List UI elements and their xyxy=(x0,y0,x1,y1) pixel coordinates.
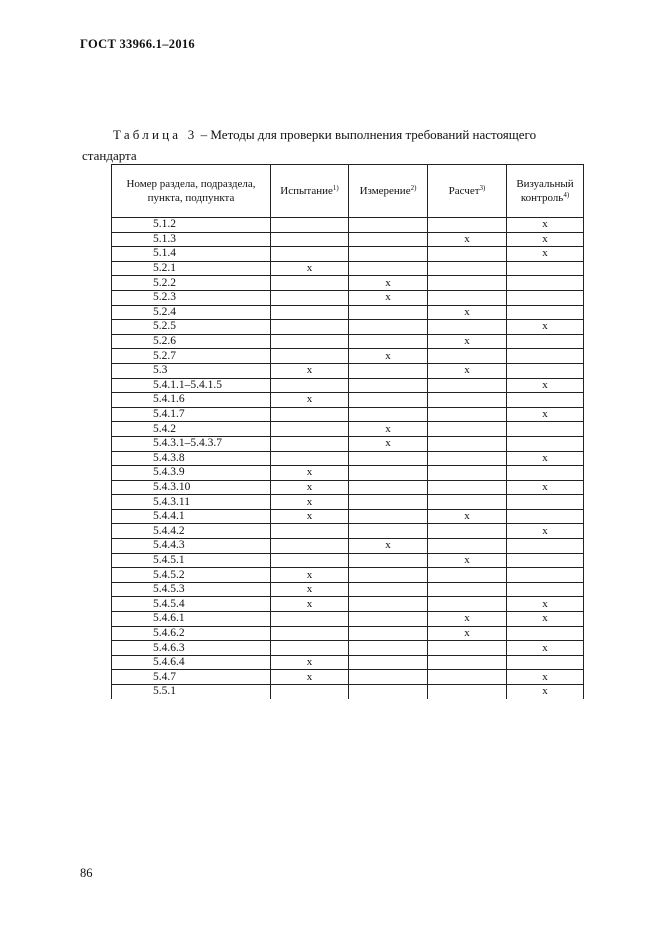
cell-measure-mark xyxy=(349,305,428,320)
cell-section: 5.4.5.1 xyxy=(112,553,271,568)
table-row xyxy=(112,626,584,641)
cell-visual-mark xyxy=(507,349,584,364)
cell-calc-mark xyxy=(428,539,507,554)
cell-measure-mark: x xyxy=(349,436,428,451)
cell-visual-mark: x xyxy=(507,407,584,422)
table-row xyxy=(112,480,584,495)
cell-section: 5.1.2 xyxy=(112,218,271,233)
cell-test-mark: x xyxy=(271,568,349,583)
cell-section: 5.4.3.11 xyxy=(112,495,271,510)
cell-visual-mark: x xyxy=(507,685,584,699)
cell-visual-mark: x xyxy=(507,378,584,393)
table-row xyxy=(112,466,584,481)
cell-test-mark xyxy=(271,232,349,247)
cell-test-mark xyxy=(271,626,349,641)
cell-section: 5.4.6.1 xyxy=(112,612,271,627)
table-row xyxy=(112,524,584,539)
cell-measure-mark xyxy=(349,466,428,481)
table-row xyxy=(112,305,584,320)
cell-measure-mark: x xyxy=(349,539,428,554)
cell-calc-mark xyxy=(428,436,507,451)
cell-measure-mark xyxy=(349,451,428,466)
cell-section: 5.2.3 xyxy=(112,290,271,305)
cell-section: 5.4.1.1–5.4.1.5 xyxy=(112,378,271,393)
cell-calc-mark: x xyxy=(428,612,507,627)
cell-section: 5.4.3.9 xyxy=(112,466,271,481)
cell-test-mark xyxy=(271,247,349,262)
table-row xyxy=(112,495,584,510)
cell-calc-mark: x xyxy=(428,232,507,247)
table-row xyxy=(112,218,584,233)
cell-calc-mark xyxy=(428,466,507,481)
table-row xyxy=(112,568,584,583)
cell-calc-mark xyxy=(428,422,507,437)
cell-calc-mark xyxy=(428,582,507,597)
cell-section: 5.4.5.4 xyxy=(112,597,271,612)
document-code: ГОСТ 33966.1–2016 xyxy=(80,37,195,51)
cell-visual-mark xyxy=(507,393,584,408)
cell-visual-mark xyxy=(507,334,584,349)
cell-visual-mark xyxy=(507,436,584,451)
cell-test-mark xyxy=(271,218,349,233)
cell-measure-mark xyxy=(349,568,428,583)
cell-test-mark: x xyxy=(271,597,349,612)
cell-test-mark xyxy=(271,612,349,627)
cell-test-mark xyxy=(271,685,349,699)
cell-calc-mark xyxy=(428,407,507,422)
table-row xyxy=(112,436,584,451)
cell-section: 5.4.1.6 xyxy=(112,393,271,408)
table-caption-continued: стандарта xyxy=(82,148,137,163)
header-section: Номер раздела, подраздела, пункта, подпункта xyxy=(112,165,271,218)
cell-section: 5.2.2 xyxy=(112,276,271,291)
cell-measure-mark: x xyxy=(349,349,428,364)
cell-visual-mark: x xyxy=(507,670,584,685)
cell-measure-mark xyxy=(349,334,428,349)
table-row xyxy=(112,685,584,699)
table-row xyxy=(112,612,584,627)
cell-measure-mark xyxy=(349,218,428,233)
cell-measure-mark xyxy=(349,641,428,656)
header-test: Испытание$^{1)}$ xyxy=(271,165,349,218)
cell-calc-mark xyxy=(428,670,507,685)
cell-section: 5.4.4.1 xyxy=(112,509,271,524)
cell-measure-mark xyxy=(349,582,428,597)
cell-section: 5.4.6.3 xyxy=(112,641,271,656)
cell-measure-mark xyxy=(349,407,428,422)
cell-visual-mark xyxy=(507,466,584,481)
cell-calc-mark xyxy=(428,393,507,408)
cell-calc-mark xyxy=(428,641,507,656)
cell-measure-mark xyxy=(349,320,428,335)
cell-calc-mark xyxy=(428,524,507,539)
cell-test-mark xyxy=(271,334,349,349)
table-row xyxy=(112,349,584,364)
table-row xyxy=(112,655,584,670)
cell-calc-mark xyxy=(428,378,507,393)
table-row xyxy=(112,320,584,335)
cell-calc-mark: x xyxy=(428,334,507,349)
cell-section: 5.2.4 xyxy=(112,305,271,320)
cell-visual-mark: x xyxy=(507,480,584,495)
cell-section: 5.4.5.3 xyxy=(112,582,271,597)
cell-measure-mark: x xyxy=(349,290,428,305)
cell-visual-mark xyxy=(507,509,584,524)
cell-section: 5.4.3.8 xyxy=(112,451,271,466)
cell-calc-mark: x xyxy=(428,553,507,568)
cell-calc-mark: x xyxy=(428,626,507,641)
cell-measure-mark xyxy=(349,495,428,510)
cell-visual-mark xyxy=(507,305,584,320)
table-row xyxy=(112,422,584,437)
cell-visual-mark: x xyxy=(507,612,584,627)
table-row xyxy=(112,670,584,685)
cell-test-mark: x xyxy=(271,655,349,670)
cell-test-mark xyxy=(271,407,349,422)
cell-visual-mark xyxy=(507,261,584,276)
table-row xyxy=(112,261,584,276)
table-row xyxy=(112,641,584,656)
cell-calc-mark xyxy=(428,247,507,262)
cell-section: 5.2.6 xyxy=(112,334,271,349)
cell-measure-mark xyxy=(349,232,428,247)
header-calc: Расчет$^{3)}$ xyxy=(428,165,507,218)
table-row xyxy=(112,539,584,554)
cell-visual-mark: x xyxy=(507,232,584,247)
cell-section: 5.5.1 xyxy=(112,685,271,699)
cell-calc-mark xyxy=(428,495,507,510)
table-body xyxy=(112,218,584,699)
cell-calc-mark xyxy=(428,655,507,670)
table-caption-text: – Методы для проверки выполнения требований настоящего xyxy=(197,127,537,142)
table-row xyxy=(112,451,584,466)
cell-section: 5.3 xyxy=(112,363,271,378)
cell-visual-mark: x xyxy=(507,247,584,262)
table-row xyxy=(112,509,584,524)
table-row xyxy=(112,553,584,568)
table-caption-label: Таблица 3 xyxy=(113,127,198,142)
table-header-row xyxy=(112,165,584,218)
table-row xyxy=(112,378,584,393)
cell-test-mark: x xyxy=(271,393,349,408)
cell-test-mark: x xyxy=(271,582,349,597)
cell-section: 5.4.2 xyxy=(112,422,271,437)
cell-section: 5.1.4 xyxy=(112,247,271,262)
cell-section: 5.4.5.2 xyxy=(112,568,271,583)
cell-measure-mark xyxy=(349,524,428,539)
cell-test-mark: x xyxy=(271,466,349,481)
header-visual: Визуальный контроль$^{4)}$ xyxy=(507,165,584,218)
cell-calc-mark xyxy=(428,218,507,233)
cell-section: 5.4.3.10 xyxy=(112,480,271,495)
cell-measure-mark xyxy=(349,597,428,612)
cell-section: 5.1.3 xyxy=(112,232,271,247)
cell-visual-mark: x xyxy=(507,524,584,539)
cell-measure-mark xyxy=(349,378,428,393)
cell-test-mark: x xyxy=(271,670,349,685)
cell-test-mark: x xyxy=(271,363,349,378)
table-row xyxy=(112,597,584,612)
cell-measure-mark xyxy=(349,261,428,276)
cell-measure-mark xyxy=(349,655,428,670)
cell-visual-mark xyxy=(507,626,584,641)
table-row xyxy=(112,290,584,305)
cell-test-mark xyxy=(271,290,349,305)
cell-calc-mark xyxy=(428,568,507,583)
cell-test-mark xyxy=(271,641,349,656)
cell-visual-mark xyxy=(507,539,584,554)
cell-section: 5.2.5 xyxy=(112,320,271,335)
cell-section: 5.4.1.7 xyxy=(112,407,271,422)
cell-section: 5.4.7 xyxy=(112,670,271,685)
methods-table xyxy=(111,164,584,699)
cell-section: 5.2.7 xyxy=(112,349,271,364)
cell-calc-mark xyxy=(428,349,507,364)
cell-section: 5.2.1 xyxy=(112,261,271,276)
cell-test-mark xyxy=(271,305,349,320)
cell-test-mark: x xyxy=(271,261,349,276)
cell-visual-mark xyxy=(507,276,584,291)
cell-measure-mark xyxy=(349,363,428,378)
cell-test-mark xyxy=(271,436,349,451)
cell-measure-mark: x xyxy=(349,276,428,291)
cell-calc-mark xyxy=(428,597,507,612)
table-row xyxy=(112,232,584,247)
cell-measure-mark xyxy=(349,685,428,699)
cell-calc-mark xyxy=(428,261,507,276)
cell-visual-mark: x xyxy=(507,451,584,466)
table-row xyxy=(112,393,584,408)
cell-test-mark xyxy=(271,422,349,437)
table-row xyxy=(112,276,584,291)
cell-calc-mark xyxy=(428,451,507,466)
cell-visual-mark xyxy=(507,363,584,378)
header-measure: Измерение$^{2)}$ xyxy=(349,165,428,218)
table-caption xyxy=(113,127,613,143)
cell-visual-mark xyxy=(507,290,584,305)
cell-section: 5.4.6.4 xyxy=(112,655,271,670)
cell-measure-mark xyxy=(349,480,428,495)
cell-test-mark xyxy=(271,349,349,364)
cell-measure-mark xyxy=(349,553,428,568)
cell-measure-mark xyxy=(349,509,428,524)
cell-visual-mark: x xyxy=(507,218,584,233)
cell-test-mark: x xyxy=(271,480,349,495)
table-row xyxy=(112,407,584,422)
cell-test-mark xyxy=(271,320,349,335)
cell-measure-mark xyxy=(349,626,428,641)
cell-visual-mark xyxy=(507,655,584,670)
cell-calc-mark: x xyxy=(428,305,507,320)
cell-test-mark xyxy=(271,524,349,539)
cell-calc-mark xyxy=(428,290,507,305)
cell-visual-mark xyxy=(507,582,584,597)
table-row xyxy=(112,247,584,262)
cell-section: 5.4.4.2 xyxy=(112,524,271,539)
cell-visual-mark xyxy=(507,495,584,510)
cell-calc-mark xyxy=(428,685,507,699)
cell-calc-mark: x xyxy=(428,509,507,524)
cell-visual-mark xyxy=(507,422,584,437)
table-row xyxy=(112,582,584,597)
cell-visual-mark: x xyxy=(507,320,584,335)
cell-test-mark: x xyxy=(271,509,349,524)
table-row xyxy=(112,363,584,378)
cell-visual-mark xyxy=(507,568,584,583)
cell-measure-mark xyxy=(349,612,428,627)
cell-visual-mark: x xyxy=(507,597,584,612)
cell-calc-mark xyxy=(428,320,507,335)
cell-section: 5.4.6.2 xyxy=(112,626,271,641)
cell-visual-mark xyxy=(507,553,584,568)
cell-measure-mark: x xyxy=(349,422,428,437)
cell-test-mark xyxy=(271,553,349,568)
cell-section: 5.4.3.1–5.4.3.7 xyxy=(112,436,271,451)
table-row xyxy=(112,334,584,349)
cell-test-mark xyxy=(271,539,349,554)
cell-test-mark xyxy=(271,276,349,291)
page-number: 86 xyxy=(80,866,93,880)
cell-measure-mark xyxy=(349,247,428,262)
cell-test-mark xyxy=(271,451,349,466)
cell-visual-mark: x xyxy=(507,641,584,656)
cell-measure-mark xyxy=(349,393,428,408)
cell-calc-mark xyxy=(428,480,507,495)
cell-test-mark xyxy=(271,378,349,393)
cell-section: 5.4.4.3 xyxy=(112,539,271,554)
cell-measure-mark xyxy=(349,670,428,685)
cell-calc-mark: x xyxy=(428,363,507,378)
cell-test-mark: x xyxy=(271,495,349,510)
cell-calc-mark xyxy=(428,276,507,291)
